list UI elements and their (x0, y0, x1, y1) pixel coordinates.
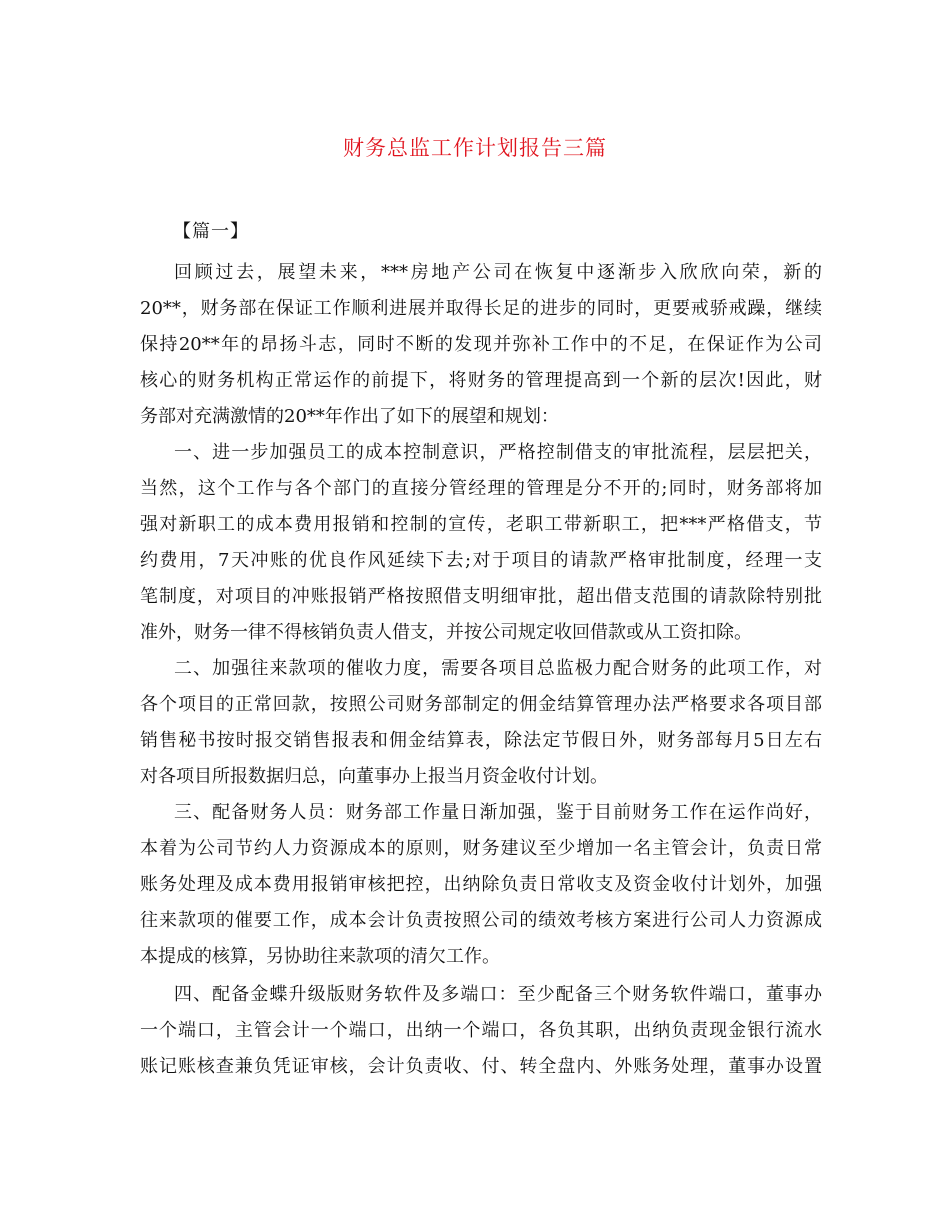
paragraph-line: 回顾过去，展望未来，***房地产公司在恢复中逐渐步入欣欣向荣，新的 (174, 262, 822, 283)
paragraph-line: 保持20**年的昂扬斗志，同时不断的发现并弥补工作中的不足，在保证作为公司 (140, 334, 822, 355)
paragraph-line: 各个项目的正常回款，按照公司财务部制定的佣金结算管理办法严格要求各项目部 (140, 694, 822, 715)
paragraph-line: 账记账核查兼负凭证审核，会计负责收、付、转全盘内、外账务处理，董事办设置 (140, 1056, 822, 1077)
paragraph-line: 当然，这个工作与各个部门的直接分管经理的管理是分不开的;同时，财务部将加 (140, 478, 822, 499)
paragraph-line: 一个端口，主管会计一个端口，出纳一个端口，各负其职，出纳负责现金银行流水 (140, 1020, 822, 1041)
paragraph-line: 账务处理及成本费用报销审核把控，出纳除负责日常收支及资金收付计划外，加强 (140, 874, 822, 895)
paragraph-line: 笔制度，对项目的冲账报销严格按照借支明细审批，超出借支范围的请款除特别批 (140, 586, 822, 607)
paragraph-line: 销售秘书按时报交销售报表和佣金结算表，除法定节假日外，财务部每月5日左右 (140, 730, 822, 751)
section-label: 【篇一】 (173, 221, 249, 242)
paragraph-line: 核心的财务机构正常运作的前提下，将财务的管理提高到一个新的层次!因此，财 (140, 370, 822, 391)
paragraph-line: 四、配备金蝶升级版财务软件及多端口：至少配备三个财务软件端口，董事办 (174, 984, 822, 1005)
document-title: 财务总监工作计划报告三篇 (343, 136, 607, 160)
paragraph-line: 本提成的核算，另协助往来款项的清欠工作。 (140, 946, 500, 967)
paragraph-line: 三、配备财务人员：财务部工作量日渐加强，鉴于目前财务工作在运作尚好， (174, 802, 822, 823)
paragraph-line: 二、加强往来款项的催收力度，需要各项目总监极力配合财务的此项工作，对 (174, 658, 822, 679)
paragraph-line: 20**，财务部在保证工作顺利进展并取得长足的进步的同时，更要戒骄戒躁，继续 (140, 298, 822, 319)
paragraph-line: 本着为公司节约人力资源成本的原则，财务建议至少增加一名主管会计，负责日常 (140, 838, 822, 859)
paragraph-line: 往来款项的催要工作，成本会计负责按照公司的绩效考核方案进行公司人力资源成 (140, 910, 822, 931)
paragraph-line: 一、进一步加强员工的成本控制意识，严格控制借支的审批流程，层层把关， (174, 442, 822, 463)
paragraph-line: 对各项目所报数据归总，向董事办上报当月资金收付计划。 (140, 766, 608, 787)
paragraph-line: 约费用，7天冲账的优良作风延续下去;对于项目的请款严格审批制度，经理一支 (140, 550, 822, 571)
paragraph-line: 强对新职工的成本费用报销和控制的宣传，老职工带新职工，把***严格借支，节 (140, 514, 822, 535)
paragraph-line: 务部对充满激情的20**年作出了如下的展望和规划： (140, 406, 559, 427)
paragraph-line: 准外，财务一律不得核销负责人借支，并按公司规定收回借款或从工资扣除。 (140, 622, 752, 643)
